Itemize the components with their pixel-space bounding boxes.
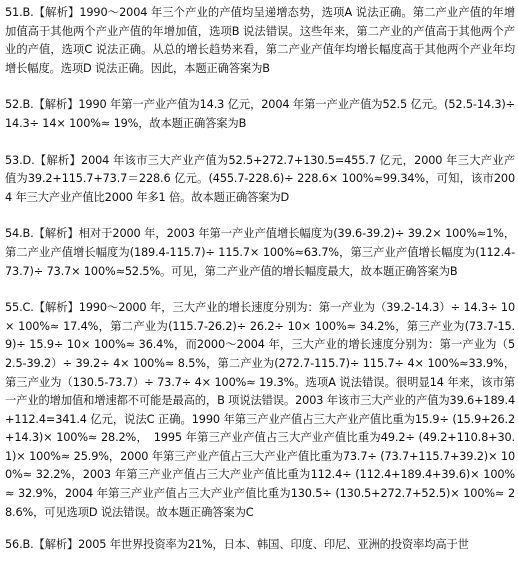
answer-paragraph-52: 52.B.【解析】1990 年第一产业产值为14.3 亿元，2004 年第一产业产值为52.5 亿元。(52.5-14.3)÷ 14.3÷ 14× 100%≈ 19%，故本题正确答案为B (5, 98, 515, 130)
answer-paragraph-53: 53.D.【解析】2004 年该市三大产业产值为52.5+272.7+130.5=455.7 亿元，2000 年三大产业产值为39.2+115.7+73.7＝228.6 亿元。(455.7-228.6)÷ 228.6× 100%≈99.34%，可知，该市2004 年三大产业产值比2000 年多1 倍。故本题正确答案为D (5, 153, 515, 204)
answer-paragraph-55: 55.C.【解析】1990～2000 年，三大产业的增长速度分别为：第一产业为（39.2-14.3）÷ 14.3÷ 10× 100%≈ 17.4%，第二产业为(115.7-26.2)÷ 26.2÷ 10× 100%≈ 34.2%，第三产业为(73.7-15.9)÷ 15.9÷ 10× 100%≈ 36.4%，而2000～2004 年，三大产业的增长速度分别为：第一产业为（52.5-39.2）÷ 39.2÷ 4× 100%≈ 8.5%，第二产业为(272.7-115.7)÷ 115.7÷ 4× 100%≈33.9%，第三产业为（130.5-73.7）÷ 73.7÷ 4× 100%≈ 19.3%。选项A 说法错误。很明显14 年来，该市第一产业的增加值和增速都不可能是最高的，B 项说法错误。2003 年该市三大产业的产值为39.6+189.4+112.4=341.4 亿元，说法C 正确。1990 年第三产业产值占三大产业产值比重为15.9÷ (15.9+26.2+14.3)× 100%≈ 28.2%， 1995 年第三产业产值占三大产业产值比重为49.2÷ (49.2+110.8+30.1)× 100%≈ 25.9%，2000 年第三产业产值占三大产业产值比重为73.7÷ (73.7+115.7+39.2)× 100%≈ 32.2%，2003 年第三产业产值占三大产业产值比重为112.4÷ (112.4+189.4+39.6)× 100%≈ 32.9%，2004 年第三产业产值占三大产业产值比重为130.5÷ (130.5+272.7+52.5)× 100%≈ 28.6%，可见选项D 说法错误。故本题正确答案为C (5, 301, 515, 519)
answer-paragraph-51: 51.B.【解析】1990～2004 年三个产业的产值均呈递增态势，选项A 说法正确。第二产业产值的年增加值高于其他两个产业产值的年增加值，选项B 说法错误。这些年来，第二产业的产值高于其他两个产业的产值，选项C 说法正确。从总的增长趋势来看，第二产业产值年均增长幅度高于其他两个产业年均增长幅度。选项D 说法正确。因此，本题正确答案为B (5, 6, 515, 75)
answer-paragraph-54: 54.B.【解析】相对于2000 年，2003 年第一产业产值增长幅度为(39.6-39.2)÷ 39.2× 100%≈1%，第二产业产值增长幅度为(189.4-115.7)÷ 115.7× 100%≈63.7%，第三产业产值增长幅度为(112.4-73.7)÷ 73.7× 100%≈52.5%。可见，第二产业产值的增长幅度最大，故本题正确答案为B (5, 227, 515, 278)
answer-paragraph-56: 56.B.【解析】2005 年世界投资率为21%，日本、韩国、印度、印尼、亚洲的投资率均高于世 (5, 538, 469, 552)
